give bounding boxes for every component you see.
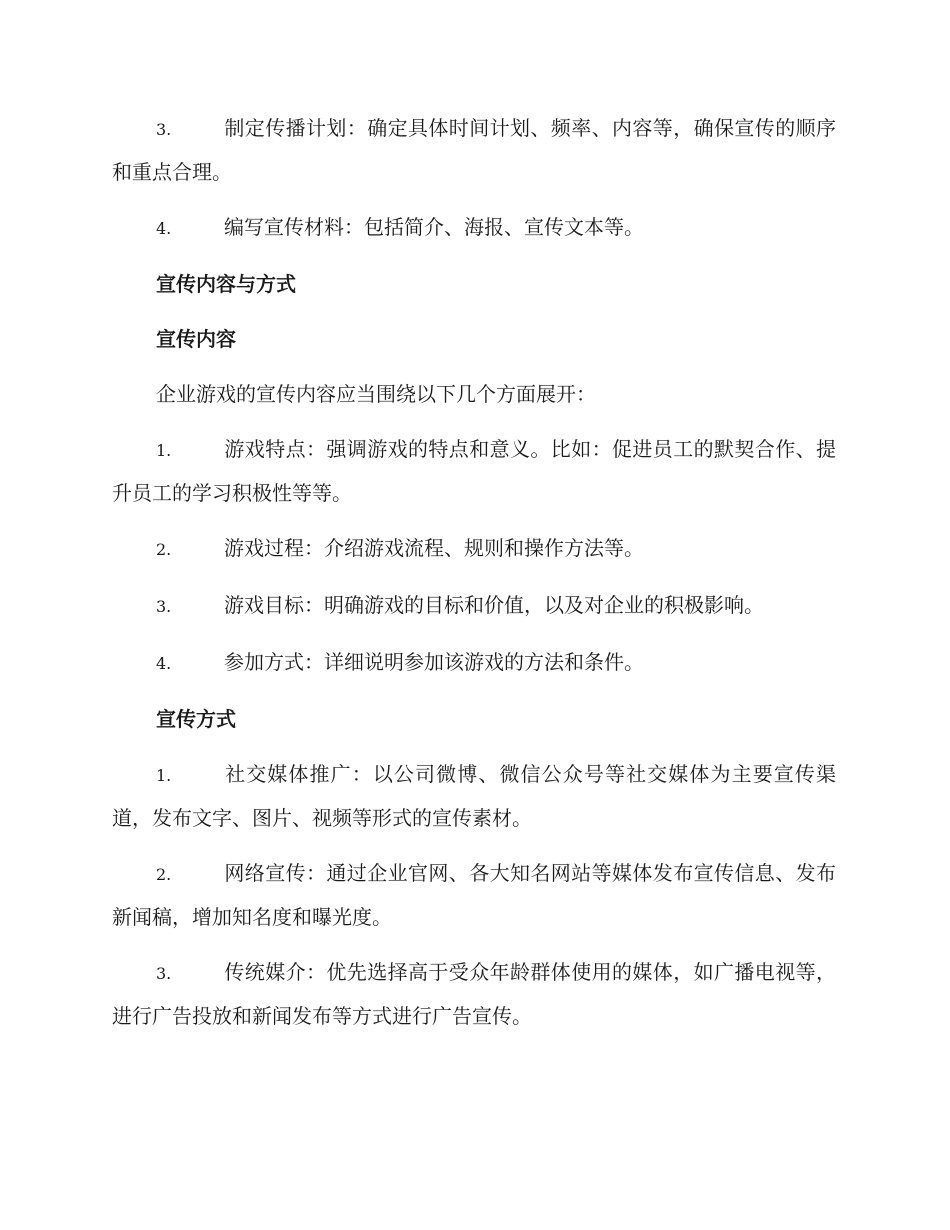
list-number: 1. xyxy=(156,441,172,460)
list-item-game-features xyxy=(112,428,836,514)
list-item-game-goals xyxy=(112,584,836,628)
intro-paragraph: 企业游戏的宣传内容应当围绕以下几个方面展开： xyxy=(156,382,596,406)
list-item-text: 游戏过程：介绍游戏流程、规则和操作方法等。 xyxy=(224,536,644,560)
list-item-traditional-media xyxy=(112,951,836,1037)
subsection-heading-content: 宣传内容 xyxy=(156,327,236,351)
list-number: 3. xyxy=(156,597,172,616)
document-body xyxy=(112,107,836,1050)
list-item-text: 制定传播计划：确定具体时间计划、频率、内容等，确保宣传的顺序和重点合理。 xyxy=(112,116,836,184)
list-number: 4. xyxy=(156,219,172,238)
list-item-text: 传统媒介：优先选择高于受众年龄群体使用的媒体，如广播电视等，进行广告投放和新闻发布等方式进行广告宣传。 xyxy=(112,960,836,1028)
subsection-heading-methods: 宣传方式 xyxy=(156,707,236,731)
list-item-participation xyxy=(112,641,836,685)
list-item-text: 游戏特点：强调游戏的特点和意义。比如：促进员工的默契合作、提升员工的学习积极性等等。 xyxy=(112,437,836,505)
list-item-text: 社交媒体推广：以公司微博、微信公众号等社交媒体为主要宣传渠道，发布文字、图片、视频等形式的宣传素材。 xyxy=(112,762,836,830)
list-number: 3. xyxy=(156,964,172,983)
list-number: 2. xyxy=(156,865,172,884)
list-item-text: 参加方式：详细说明参加该游戏的方法和条件。 xyxy=(224,650,644,674)
list-item-text: 游戏目标：明确游戏的目标和价值，以及对企业的积极影响。 xyxy=(224,593,764,617)
list-number: 1. xyxy=(156,766,172,785)
list-number: 4. xyxy=(156,654,172,673)
list-item-game-process xyxy=(112,527,836,571)
list-item-social-media xyxy=(112,753,836,839)
list-item-materials xyxy=(112,206,836,250)
list-item-plan xyxy=(112,107,836,193)
list-number: 3. xyxy=(156,120,172,139)
list-item-text: 网络宣传：通过企业官网、各大知名网站等媒体发布宣传信息、发布新闻稿，增加知名度和曝光度。 xyxy=(112,861,836,929)
list-item-online xyxy=(112,852,836,938)
list-item-text: 编写宣传材料：包括简介、海报、宣传文本等。 xyxy=(224,215,644,239)
list-number: 2. xyxy=(156,540,172,559)
section-heading-content-and-methods: 宣传内容与方式 xyxy=(156,272,296,296)
